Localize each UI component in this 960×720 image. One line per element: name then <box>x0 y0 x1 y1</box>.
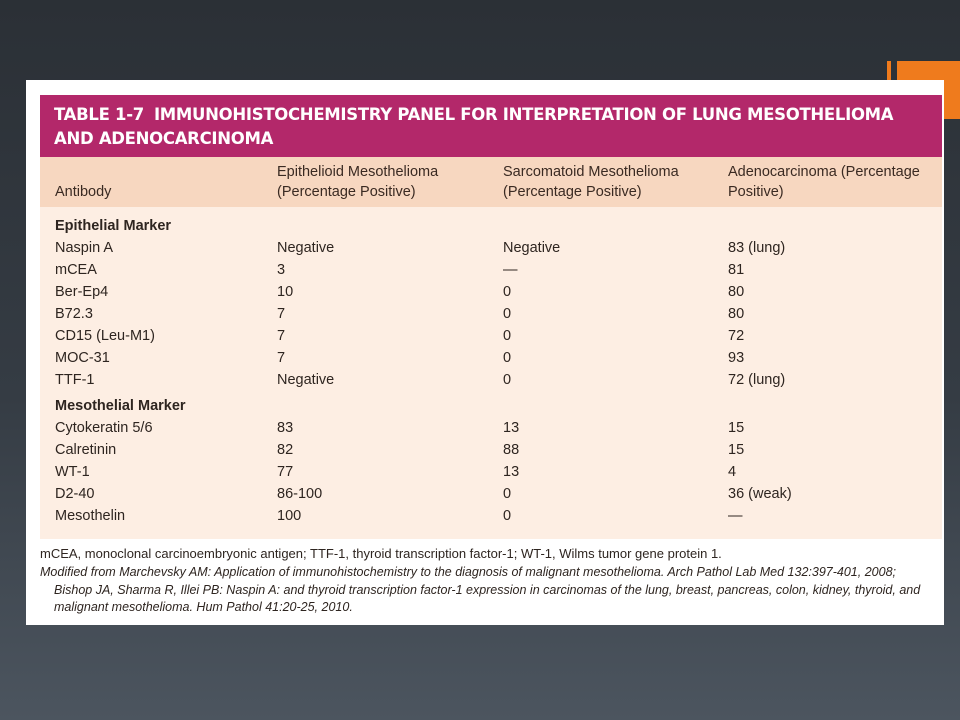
table-row: D2-40 86-100 0 36 (weak) <box>55 486 792 502</box>
header-antibody: Antibody <box>55 184 112 200</box>
table-title-line2: AND ADENOCARCINOMA <box>54 129 274 148</box>
table-footnote: mCEA, monoclonal carcinoembryonic antigen; TTF-1, thyroid transcription factor-1; WT-1, Wilms tumor gene protein 1. <box>40 546 722 561</box>
source-line: Bishop JA, Sharma R, Illei PB: Naspin A: and thyroid transcription factor-1 expression in carcinomas of the lung, breast, pancreas, colon, kidney, thyroid, and <box>54 582 921 597</box>
table-row: WT-1 77 13 4 <box>55 464 737 480</box>
table-number: TABLE 1-7 <box>54 105 144 124</box>
source-line: malignant mesothelioma. Hum Pathol 41:20-25, 2010. <box>54 600 353 614</box>
header-sarcomatoid: Sarcomatoid Mesothelioma (Percentage Positive) <box>503 164 679 200</box>
table-row: Ber-Ep4 10 0 80 <box>55 284 745 300</box>
source-line: Modified from Marchevsky AM: Application of immunohistochemistry to the diagnosis of malignant mesothelioma. Arch Pathol Lab Med 132:397-401, 2008; <box>40 565 896 579</box>
table-row: mCEA 3 — 81 <box>55 262 745 278</box>
table-row: CD15 (Leu-M1) 7 0 72 <box>55 328 745 344</box>
table-row: MOC-31 7 0 93 <box>55 350 745 366</box>
table-row: TTF-1 Negative 0 72 (lung) <box>55 372 786 388</box>
table-row: Cytokeratin 5/6 83 13 15 <box>55 420 745 436</box>
table-title-line1: IMMUNOHISTOCHEMISTRY PANEL FOR INTERPRETATION OF LUNG MESOTHELIOMA <box>153 105 894 124</box>
table-row: Mesothelin 100 0 — <box>55 508 743 524</box>
table-source <box>40 564 940 617</box>
table-row: B72.3 7 0 80 <box>55 306 745 322</box>
section-label: Mesothelial Marker <box>55 398 186 414</box>
table-header <box>40 157 942 207</box>
header-epithelioid: Epithelioid Mesothelioma (Percentage Positive) <box>277 164 439 200</box>
header-adenocarcinoma: Adenocarcinoma (Percentage Positive) <box>728 164 920 200</box>
table-title <box>40 95 942 157</box>
table-row: Calretinin 82 88 15 <box>55 442 745 458</box>
section-label: Epithelial Marker <box>55 218 172 234</box>
table-body <box>40 207 942 539</box>
slide-content <box>26 80 944 625</box>
table-row: Naspin A Negative Negative 83 (lung) <box>55 240 786 256</box>
